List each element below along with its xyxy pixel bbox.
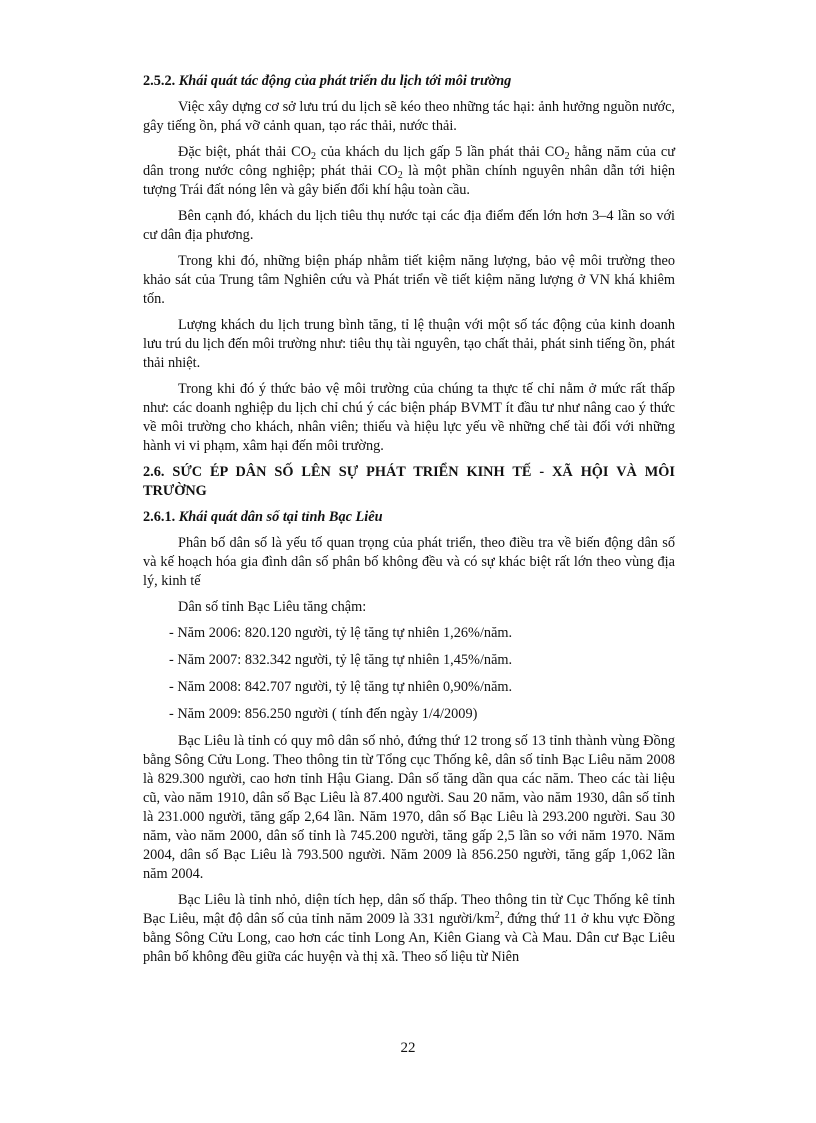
paragraph: Trong khi đó ý thức bảo vệ môi trường của chúng ta thực tế chỉ nằm ở mức rất thấp như: các doanh nghiệp du lịch chỉ chú ý các biện pháp BVMT ít đầu tư như nâng cao ý thức về môi trường cho khách, nhân viên; thiếu và hiệu lực yếu về những chế tài đối với những hành vi vi phạm, xâm hại đến môi trường. — [143, 381, 675, 454]
section-title: Khái quát dân số tại tỉnh Bạc Liêu — [178, 509, 383, 525]
paragraph: Việc xây dựng cơ sở lưu trú du lịch sẽ kéo theo những tác hại: ảnh hưởng nguồn nước, gây tiếng ồn, phá vỡ cảnh quan, tạo rác thải, nước thải. — [143, 99, 675, 134]
paragraph-co2: Đặc biệt, phát thải $CO_2$ của khách du lịch gấp 5 lần phát thải $CO_2$ hằng năm của cư dân trong nước công nghiệp; phát thải $CO_2$ là một phần chính nguyên nhân dẫn tới hiện tượng Trái đất nóng lên và gây biến đổi khí hậu toàn cầu. — [143, 144, 676, 198]
document-body — [143, 72, 675, 974]
list-item: - Năm 2008: 842.707 người, tỷ lệ tăng tự nhiên 0,90%/năm. — [169, 679, 513, 695]
paragraph: Lượng khách du lịch trung bình tăng, tỉ lệ thuận với một số tác động của kinh doanh lưu trú du lịch đến môi trường như: tiêu thụ tài nguyên, tạo chất thải, phát sinh tiếng ồn, phát thải nhiệt. — [143, 317, 675, 371]
section-heading-2-6: 2.6. SỨC ÉP DÂN SỐ LÊN SỰ PHÁT TRIỂN KINH TẾ - XÃ HỘI VÀ MÔI TRƯỜNG — [143, 464, 675, 499]
paragraph: Bạc Liêu là tỉnh có quy mô dân số nhỏ, đứng thứ 12 trong số 13 tỉnh thành vùng Đồng bằng Sông Cửu Long. Theo thông tin từ Tổng cục Thống kê, dân số tỉnh Bạc Liêu năm 2008 là 829.300 người, cao hơn tỉnh Hậu Giang. Dân số tăng dần qua các năm. Theo các tài liệu cũ, vào năm 1910, dân số Bạc Liêu là 87.400 người. Sau 20 năm, vào năm 1930, dân số tỉnh là 231.000 người, tăng gấp 2,64 lần. Năm 1970, dân số Bạc Liêu là 293.200 người. Sau 30 năm, vào năm 2000, dân số tỉnh là 745.200 người, tăng gấp 2,5 lần so với năm 1970. Năm 2004, dân số Bạc Liêu là 793.500 người. Năm 2009 là 856.250 người, tăng gấp 1,062 lần năm 2004. — [143, 733, 675, 882]
list-item: - Năm 2006: 820.120 người, tỷ lệ tăng tự nhiên 1,26%/năm. — [169, 625, 513, 641]
section-number: 2.6.1. — [143, 509, 176, 525]
list-item: - Năm 2007: 832.342 người, tỷ lệ tăng tự nhiên 1,45%/năm. — [169, 652, 513, 668]
paragraph: Bên cạnh đó, khách du lịch tiêu thụ nước tại các địa điểm đến lớn hơn 3–4 lần so với cư dân địa phương. — [143, 208, 675, 243]
paragraph: Trong khi đó, những biện pháp nhằm tiết kiệm năng lượng, bảo vệ môi trường theo khảo sát của Trung tâm Nghiên cứu và Phát triển về tiết kiệm năng lượng ở VN khá khiêm tốn. — [143, 253, 675, 307]
section-heading-2-6-1 — [143, 508, 675, 527]
section-heading-2-5-2 — [143, 72, 675, 91]
list-item: - Năm 2009: 856.250 người ( tính đến ngày 1/4/2009) — [169, 706, 478, 722]
section-number: 2.5.2. — [143, 73, 176, 89]
page-number: 22 — [400, 1040, 416, 1056]
paragraph: Dân số tỉnh Bạc Liêu tăng chậm: — [178, 599, 367, 615]
paragraph: Phân bố dân số là yếu tố quan trọng của phát triển, theo điều tra về biến động dân số và kế hoạch hóa gia đình dân số phân bố không đều và có sự khác biệt rất lớn theo vùng địa lý, kinh tế — [143, 535, 675, 589]
paragraph-density: Bạc Liêu là tỉnh nhỏ, diện tích hẹp, dân số thấp. Theo thông tin từ Cục Thống kê tỉnh Bạc Liêu, mật độ dân số của tỉnh năm 2009 là 331 người/$km^2$, đứng thứ 11 ở khu vực Đồng bằng Sông Cửu Long, cao hơn các tỉnh Long An, Kiên Giang và Cà Mau. Dân cư Bạc Liêu phân bố không đều giữa các huyện và thị xã. Theo số liệu từ Niên — [143, 892, 675, 965]
section-title: Khái quát tác động của phát triển du lịch tới môi trường — [178, 73, 512, 89]
